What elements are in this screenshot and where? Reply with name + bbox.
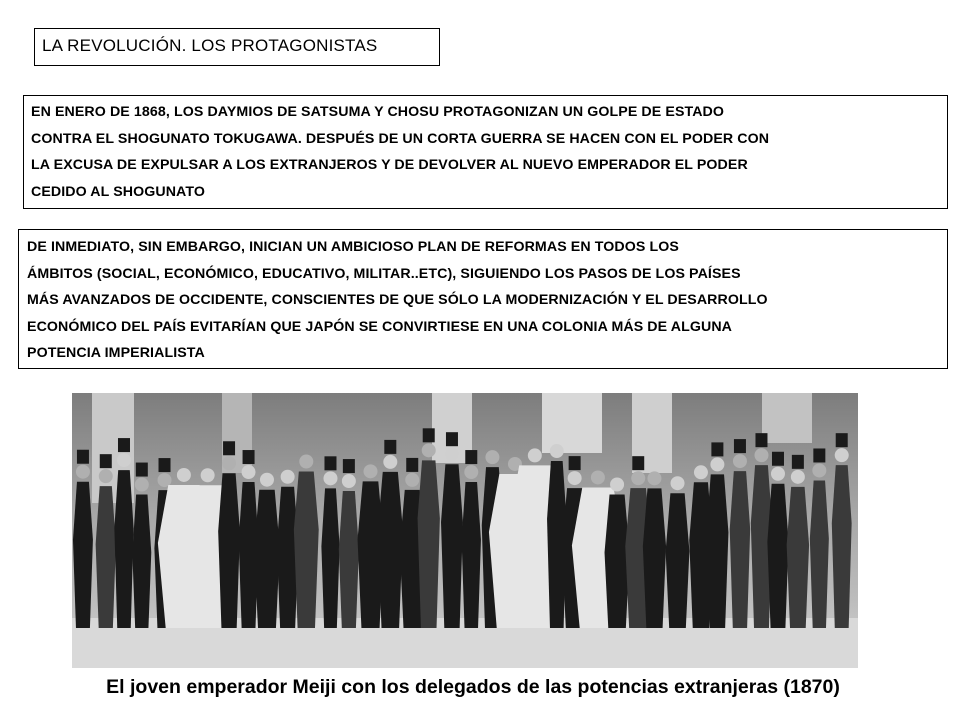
person-head bbox=[422, 443, 436, 457]
paragraph-1-line: CEDIDO AL SHOGUNATO bbox=[31, 183, 205, 200]
paragraph-1-line: EN ENERO DE 1868, LOS DAYMIOS DE SATSUMA Y CHOSU PROTAGONIZAN UN GOLPE DE ESTADO bbox=[31, 104, 725, 120]
person-figure bbox=[114, 470, 133, 628]
person-figure bbox=[294, 471, 319, 628]
top-hat bbox=[813, 448, 825, 462]
person-head bbox=[528, 448, 542, 462]
person-head bbox=[631, 471, 645, 485]
person-head bbox=[342, 474, 356, 488]
person-figure bbox=[462, 482, 481, 628]
group-photo-illustration bbox=[72, 393, 858, 668]
top-hat bbox=[343, 459, 355, 473]
photo-caption: El joven emperador Meiji con los delegados de las potencias extranjeras (1870) bbox=[106, 676, 840, 698]
person-head bbox=[710, 457, 724, 471]
person-figure bbox=[706, 474, 728, 628]
historical-photo bbox=[72, 393, 858, 668]
person-figure bbox=[73, 482, 93, 628]
top-hat bbox=[100, 454, 112, 468]
person-head bbox=[117, 453, 131, 467]
person-head bbox=[445, 447, 459, 461]
top-hat bbox=[159, 458, 171, 472]
person-head bbox=[281, 470, 295, 484]
top-hat bbox=[118, 438, 130, 452]
top-hat bbox=[243, 450, 255, 464]
person-head bbox=[647, 471, 661, 485]
paragraph-2-line: MÁS AVANZADOS DE OCCIDENTE, CONSCIENTES DE QUE SÓLO LA MODERNIZACIÓN Y EL DESARROLLO bbox=[27, 292, 768, 308]
person-figure bbox=[767, 484, 788, 628]
person-head bbox=[610, 478, 624, 492]
person-figure bbox=[832, 465, 852, 628]
person-head bbox=[733, 454, 747, 468]
person-figure bbox=[132, 495, 151, 628]
top-hat bbox=[632, 456, 644, 470]
paragraph-2-line: POTENCIA IMPERIALISTA bbox=[27, 345, 205, 361]
top-hat bbox=[136, 463, 148, 477]
person-head bbox=[299, 454, 313, 468]
person-figure bbox=[643, 488, 666, 628]
person-head bbox=[791, 470, 805, 484]
paragraph-1-line: CONTRA EL SHOGUNATO TOKUGAWA. DESPUÉS DE UN CORTA GUERRA SE HACEN CON EL PODER CON bbox=[31, 130, 770, 147]
person-head bbox=[771, 467, 785, 481]
paragraph-2-line: DE INMEDIATO, SIN EMBARGO, INICIAN UN AMBICIOSO PLAN DE REFORMAS EN TODOS LOS bbox=[27, 239, 679, 255]
top-hat bbox=[324, 456, 336, 470]
person-head bbox=[485, 450, 499, 464]
top-hat bbox=[406, 458, 418, 472]
top-hat bbox=[569, 456, 581, 470]
person-figure bbox=[666, 493, 690, 628]
person-head bbox=[177, 468, 191, 482]
top-hat bbox=[77, 450, 89, 464]
person-figure bbox=[418, 460, 440, 628]
person-figure bbox=[730, 471, 750, 628]
person-figure bbox=[605, 495, 630, 628]
person-figure bbox=[378, 472, 403, 628]
top-hat bbox=[734, 439, 746, 453]
person-figure bbox=[96, 486, 116, 628]
top-hat bbox=[384, 440, 396, 454]
top-hat bbox=[446, 432, 458, 446]
person-figure bbox=[321, 488, 339, 628]
title-box bbox=[34, 28, 440, 66]
person-head bbox=[383, 455, 397, 469]
person-head bbox=[671, 476, 685, 490]
person-figure bbox=[441, 464, 463, 628]
person-head bbox=[242, 465, 256, 479]
slide-title: LA REVOLUCIÓN. LOS PROTAGONISTAS bbox=[42, 36, 378, 55]
person-head bbox=[135, 478, 149, 492]
paragraph-2-line: ECONÓMICO DEL PAÍS EVITARÍAN QUE JAPÓN SE CONVIRTIESE EN UNA COLONIA MÁS DE ALGUNA bbox=[27, 318, 733, 335]
person-head bbox=[201, 468, 215, 482]
person-head bbox=[99, 469, 113, 483]
person-head bbox=[260, 473, 274, 487]
person-head bbox=[323, 471, 337, 485]
paragraph-1-line: LA EXCUSA DE EXPULSAR A LOS EXTRANJEROS Y DE DEVOLVER AL NUEVO EMPERADOR EL PODER bbox=[31, 157, 748, 173]
person-head bbox=[464, 465, 478, 479]
top-hat bbox=[223, 441, 235, 455]
person-head bbox=[364, 464, 378, 478]
person-head bbox=[835, 448, 849, 462]
top-hat bbox=[423, 428, 435, 442]
person-head bbox=[754, 448, 768, 462]
top-hat bbox=[711, 442, 723, 456]
paragraph-2-line: ÁMBITOS (SOCIAL, ECONÓMICO, EDUCATIVO, MILITAR..ETC), SIGUIENDO LOS PASOS DE LOS PAÍSES bbox=[27, 265, 741, 282]
person-head bbox=[222, 456, 236, 470]
paragraph-box-2 bbox=[18, 229, 948, 369]
person-head bbox=[405, 473, 419, 487]
person-head bbox=[568, 471, 582, 485]
top-hat bbox=[755, 433, 767, 447]
person-figure bbox=[787, 487, 809, 628]
person-head bbox=[550, 444, 564, 458]
top-hat bbox=[772, 452, 784, 466]
person-head bbox=[694, 465, 708, 479]
person-head bbox=[76, 465, 90, 479]
top-hat bbox=[836, 433, 848, 447]
person-figure bbox=[218, 473, 240, 628]
person-figure bbox=[339, 491, 359, 628]
paragraph-box-1 bbox=[23, 95, 948, 209]
person-head bbox=[591, 470, 605, 484]
top-hat bbox=[465, 450, 477, 464]
person-figure bbox=[254, 490, 280, 628]
top-hat bbox=[792, 455, 804, 469]
person-figure bbox=[810, 480, 829, 628]
person-head bbox=[812, 463, 826, 477]
